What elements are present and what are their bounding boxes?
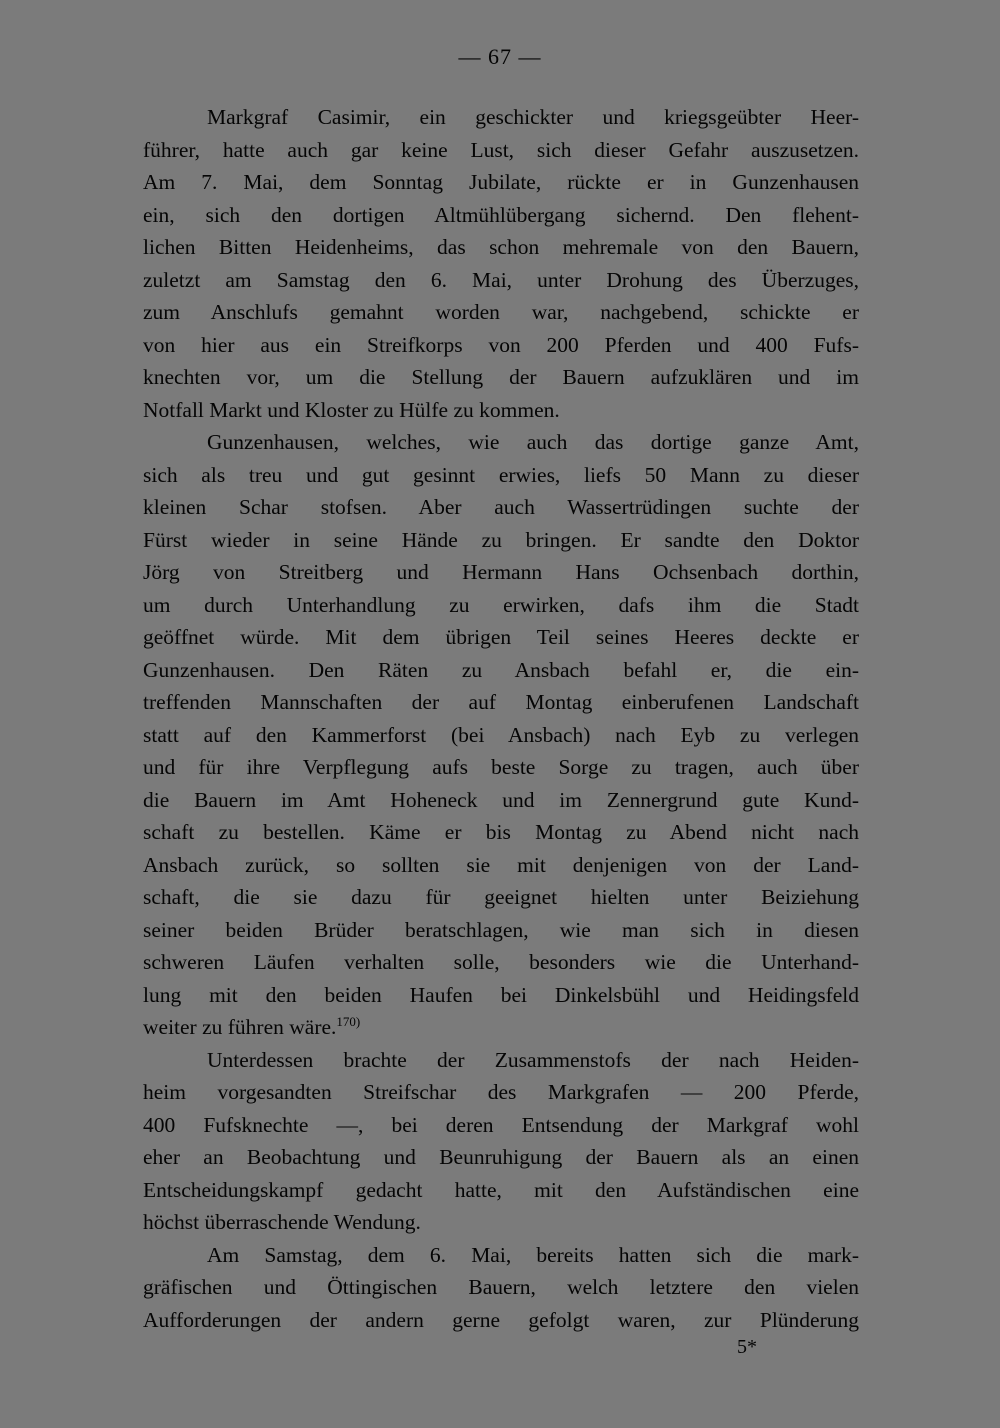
text-line: Am Samstag, dem 6. Mai, bereits hatten sich die mark- [207, 1242, 859, 1267]
text-line: statt auf den Kammerforst (bei Ansbach) nach Eyb zu verlegen [143, 722, 859, 747]
text-line: sich als treu und gut gesinnt erwies, liefs 50 Mann zu dieser [143, 462, 859, 487]
text-line: zuletzt am Samstag den 6. Mai, unter Drohung des Überzuges, [143, 267, 859, 292]
text-line: Aufforderungen der andern gerne gefolgt waren, zur Plünderung [143, 1307, 859, 1332]
text-line: um durch Unterhandlung zu erwirken, dafs ihm die Stadt [143, 592, 859, 617]
text-line: gräfischen und Öttingischen Bauern, welch letztere den vielen [143, 1275, 859, 1299]
text-line: lichen Bitten Heidenheims, das schon mehremale von den Bauern, [143, 235, 859, 259]
signature-mark: 5* [737, 1336, 757, 1358]
text-line: und für ihre Verpflegung aufs beste Sorge zu tragen, auch über [143, 755, 859, 779]
text-line: eher an Beobachtung und Beunruhigung der Bauern als an einen [143, 1145, 859, 1169]
page-number: — 67 — [458, 44, 542, 69]
text-line: zum Anschlufs gemahnt worden war, nachgebend, schickte er [143, 300, 859, 324]
text-line: führer, hatte auch gar keine Lust, sich dieser Gefahr auszusetzen. [143, 137, 859, 162]
body-text [143, 101, 859, 1336]
text-line: seiner beiden Brüder beratschlagen, wie man sich in diesen [143, 917, 859, 942]
text-line: kleinen Schar stofsen. Aber auch Wassertrüdingen suchte der [143, 495, 859, 519]
text-line: Jörg von Streitberg und Hermann Hans Ochsenbach dorthin, [143, 560, 859, 584]
text-line: Ansbach zurück, so sollten sie mit denjenigen von der Land- [143, 852, 859, 877]
text-line: Entscheidungskampf gedacht hatte, mit den Aufständischen eine [143, 1177, 859, 1202]
text-line: Notfall Markt und Kloster zu Hülfe zu kommen. [143, 397, 560, 422]
text-line: schweren Läufen verhalten solle, besonders wie die Unterhand- [143, 950, 859, 974]
text-line: geöffnet würde. Mit dem übrigen Teil seines Heeres deckte er [143, 625, 859, 649]
footnote-reference: 170) [336, 1013, 361, 1029]
text-line: ein, sich den dortigen Altmühlübergang sichernd. Den flehent- [143, 202, 859, 227]
text-line-content: weiter zu führen wäre. [143, 1015, 337, 1039]
paragraph-2 [143, 426, 859, 1044]
paragraph-3 [143, 1044, 859, 1239]
text-line: schaft zu bestellen. Käme er bis Montag zu Abend nicht nach [143, 820, 859, 844]
text-line: höchst überraschende Wendung. [143, 1210, 421, 1234]
text-line: Gunzenhausen, welches, wie auch das dortige ganze Amt, [207, 430, 859, 454]
text-line: 400 Fufsknechte —, bei deren Entsendung der Markgraf wohl [143, 1112, 859, 1137]
text-line: von hier aus ein Streifkorps von 200 Pferden und 400 Fufs- [143, 332, 859, 357]
text-line: Am 7. Mai, dem Sonntag Jubilate, rückte er in Gunzenhausen [143, 170, 859, 194]
text-line: Markgraf Casimir, ein geschickter und kriegsgeübter Heer- [207, 105, 859, 129]
text-line: Fürst wieder in seine Hände zu bringen. Er sandte den Doktor [143, 527, 859, 552]
text-line: treffenden Mannschaften der auf Montag einberufenen Landschaft [143, 690, 859, 714]
paragraph-4 [143, 1239, 859, 1337]
text-line: Gunzenhausen. Den Räten zu Ansbach befahl er, die ein- [143, 657, 859, 682]
text-line: heim vorgesandten Streifschar des Markgrafen — 200 Pferde, [143, 1080, 859, 1104]
text-line-with-footnote [143, 1011, 859, 1044]
text-line: Unterdessen brachte der Zusammenstofs der nach Heiden- [207, 1047, 859, 1072]
paragraph-1 [143, 101, 859, 426]
text-line: schaft, die sie dazu für geeignet hielten unter Beiziehung [143, 885, 859, 909]
text-line: lung mit den beiden Haufen bei Dinkelsbühl und Heidingsfeld [143, 982, 859, 1007]
text-line: die Bauern im Amt Hoheneck und im Zennergrund gute Kund- [143, 787, 859, 812]
text-line: knechten vor, um die Stellung der Bauern aufzuklären und im [143, 365, 859, 389]
